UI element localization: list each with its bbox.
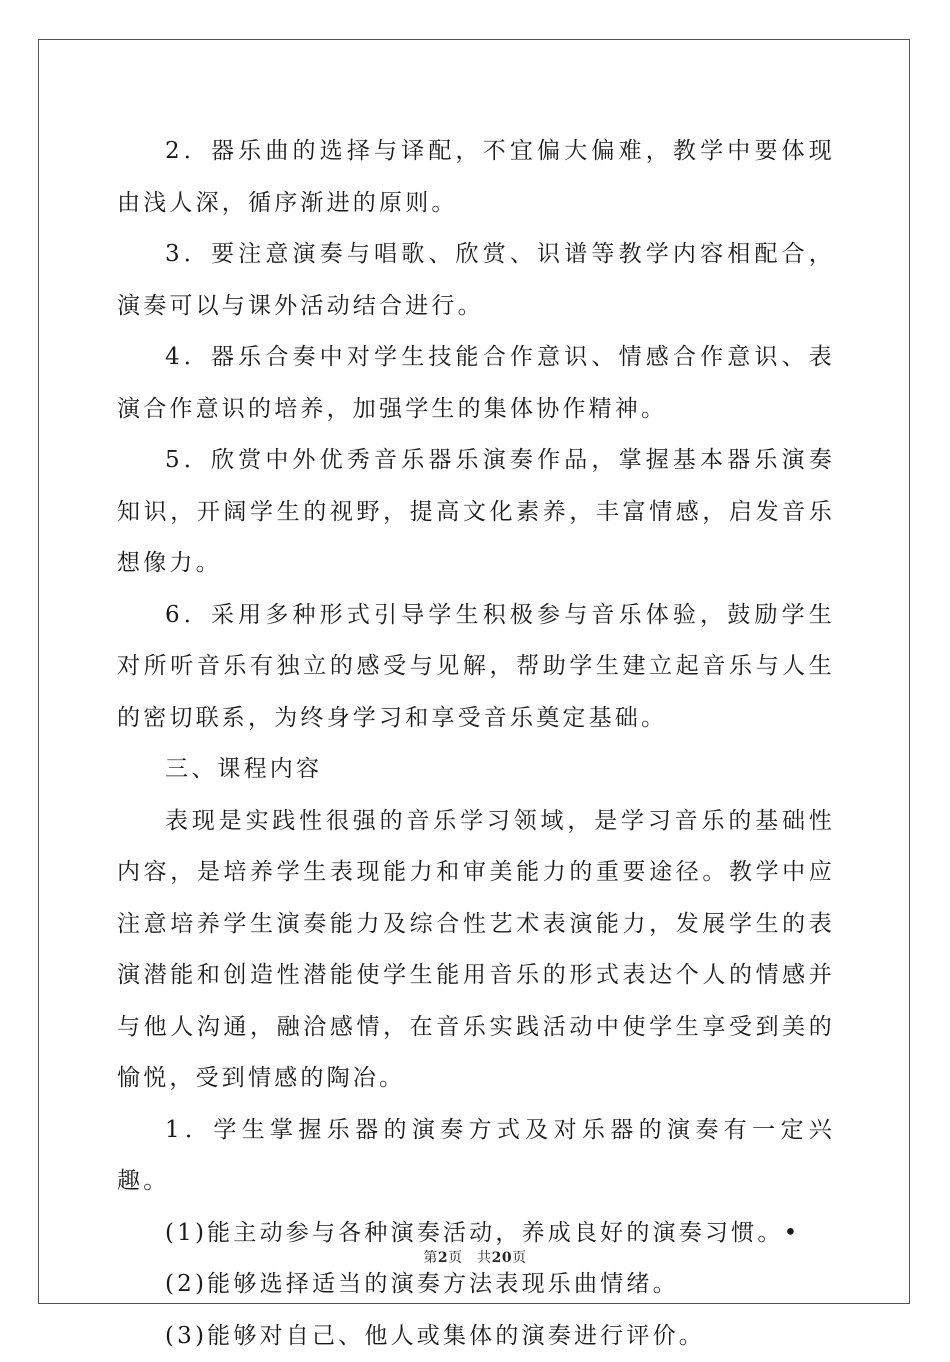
paragraph-subitem-1: 1．学生掌握乐器的演奏方式及对乐器的演奏有一定兴趣。 xyxy=(117,1105,835,1208)
footer-page-suffix: 页 xyxy=(512,1250,527,1266)
footer-page-mid: 页 共 xyxy=(448,1250,492,1266)
footer-current-page: 2 xyxy=(438,1250,448,1266)
paragraph-item-2: 2．器乐曲的选择与译配，不宜偏大偏难，教学中要体现由浅人深，循序渐进的原则。 xyxy=(117,126,835,229)
page-footer xyxy=(0,1247,950,1267)
paragraph-item-3: 3．要注意演奏与唱歌、欣赏、识谱等教学内容相配合，演奏可以与课外活动结合进行。 xyxy=(117,229,835,332)
section-heading-course-content: 三、课程内容 xyxy=(117,744,835,796)
footer-page-prefix: 第 xyxy=(423,1250,438,1266)
paragraph-subitem-1-1: (1)能主动参与各种演奏活动，养成良好的演奏习惯。• xyxy=(117,1208,835,1260)
document-body xyxy=(117,126,835,1362)
paragraph-item-6: 6．采用多种形式引导学生积极参与音乐体验，鼓励学生对所听音乐有独立的感受与见解，帮助学生建立起音乐与人生的密切联系，为终身学习和享受音乐奠定基础。 xyxy=(117,590,835,745)
paragraph-subitem-1-2: (2)能够选择适当的演奏方法表现乐曲情绪。 xyxy=(117,1259,835,1311)
paragraph-performance-intro: 表现是实践性很强的音乐学习领域，是学习音乐的基础性内容，是培养学生表现能力和审美能力的重要途径。教学中应注意培养学生演奏能力及综合性艺术表演能力，发展学生的表演潜能和创造性潜能使学生能用音乐的形式表达个人的情感并与他人沟通，融洽感情，在音乐实践活动中使学生享受到美的愉悦，受到情感的陶冶。 xyxy=(117,796,835,1105)
footer-total-pages: 20 xyxy=(492,1250,512,1266)
paragraph-item-5: 5．欣赏中外优秀音乐器乐演奏作品，掌握基本器乐演奏知识，开阔学生的视野，提高文化素养，丰富情感，启发音乐想像力。 xyxy=(117,435,835,590)
paragraph-subitem-1-3: (3)能够对自己、他人或集体的演奏进行评价。 xyxy=(117,1311,835,1362)
paragraph-item-4: 4．器乐合奏中对学生技能合作意识、情感合作意识、表演合作意识的培养，加强学生的集体协作精神。 xyxy=(117,332,835,435)
